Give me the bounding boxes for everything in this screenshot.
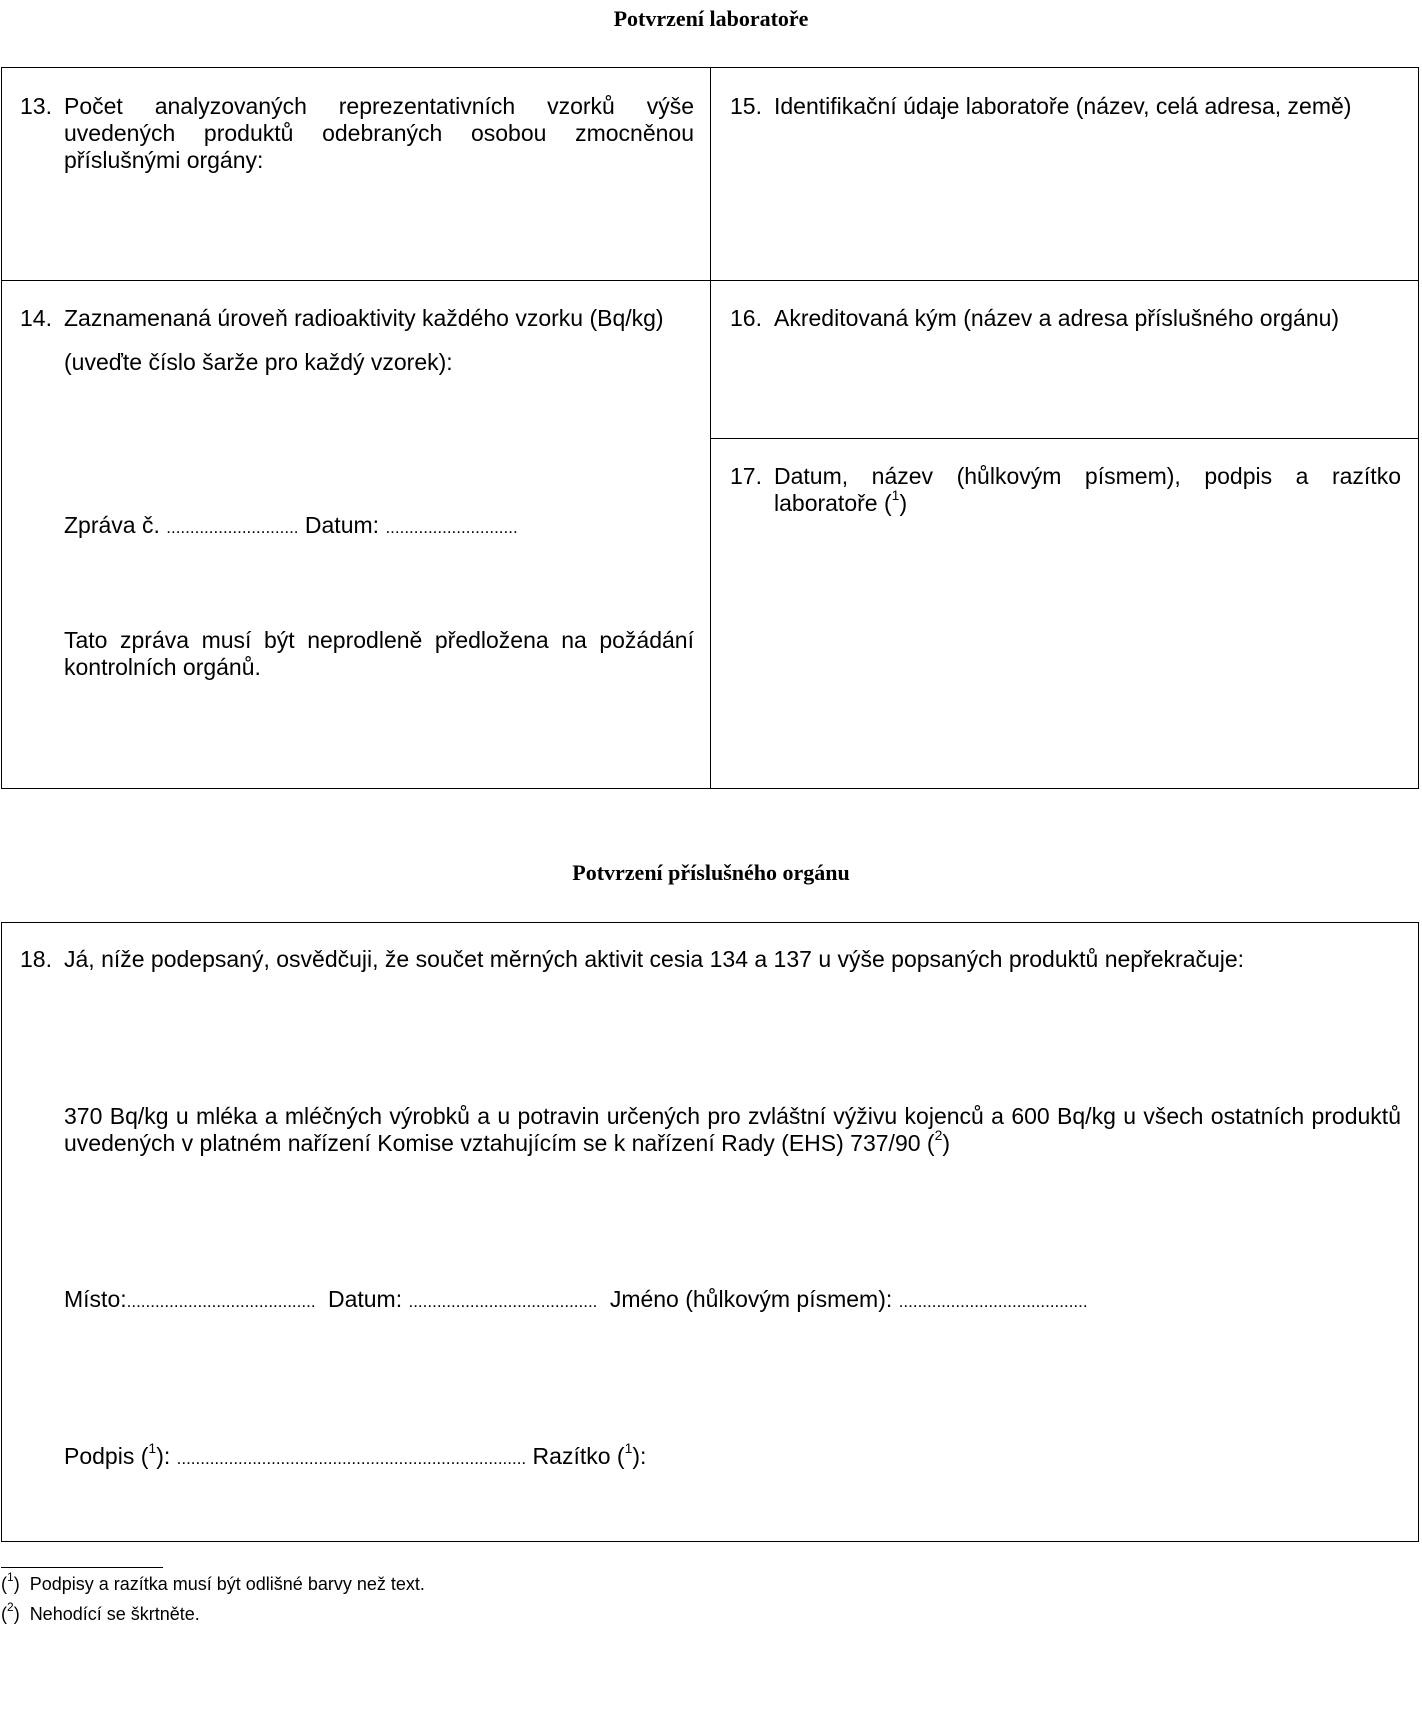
place-label: Místo: — [64, 1286, 127, 1312]
place-date-name-line — [64, 1286, 1404, 1315]
item-14-number: 14. — [20, 305, 52, 331]
lab-form-center-divider — [710, 67, 711, 789]
item-15-text: Identifikační údaje laboratoře (název, celá adresa, země) — [774, 93, 1352, 119]
report-number-dots[interactable]: ............................ — [166, 518, 299, 537]
report-notice: Tato zpráva musí být neprodleně předložena na požádání kontrolních orgánů. — [64, 627, 694, 680]
footnote-2: ($^2$) Nehodící se škrtněte. — [1, 1600, 200, 1624]
item-14-subtext: (uveďte číslo šarže pro každý vzorek): — [64, 349, 453, 375]
item-13-number: 13. — [20, 93, 52, 119]
item-17-footnote-ref: 1 — [891, 487, 900, 504]
lab-form-right-divider — [710, 438, 1419, 439]
signature-footnote-ref: 1 — [148, 1440, 157, 1457]
auth-date-dots[interactable]: ........................................ — [408, 1292, 598, 1311]
item-18-number: 18. — [20, 946, 52, 972]
name-label: Jméno (hůlkovým písmem): — [609, 1286, 893, 1312]
footnote-1-text: Podpisy a razítka musí být odlišné barvy než text. — [29, 1574, 425, 1594]
item-18-limits-footnote-ref: 2 — [934, 1127, 943, 1144]
item-16-text: Akreditovaná kým (název a adresa příslušného orgánu) — [774, 305, 1340, 331]
authority-section-heading: Potvrzení příslušného orgánu — [572, 860, 850, 885]
item-13-text: Počet analyzovaných reprezentativních vzorků výše uvedených produktů odebraných osobou zmocněnou příslušnými orgány: — [64, 93, 694, 173]
report-date-dots[interactable]: ............................ — [385, 518, 518, 537]
signature-dots[interactable]: .......................................................................... — [176, 1449, 527, 1468]
item-17-text: Datum, název (hůlkovým písmem), podpis a razítko laboratoře ($^1$) — [774, 463, 1401, 516]
item-18-text: Já, níže podepsaný, osvědčuji, že součet měrných aktivit cesia 134 a 137 u výše popsaných produktů nepřekračuje: — [64, 946, 1245, 972]
item-14-text: Zaznamenaná úroveň radioaktivity každého vzorku (Bq/kg) — [64, 305, 664, 331]
name-dots[interactable]: ........................................ — [898, 1292, 1088, 1311]
item-17-number: 17. — [730, 463, 762, 489]
place-dots[interactable]: ........................................ — [126, 1292, 316, 1311]
item-16-number: 16. — [730, 305, 762, 331]
stamp-label: Razítko — [532, 1443, 611, 1469]
item-15-number: 15. — [730, 93, 762, 119]
lab-section-heading: Potvrzení laboratoře — [613, 6, 809, 31]
lab-form-row-divider — [1, 280, 1419, 281]
report-number-line — [64, 512, 704, 541]
footnote-1-ref: 1 — [7, 1570, 14, 1584]
item-18-limits-text: 370 Bq/kg u mléka a mléčných výrobků a u potravin určených pro zvláštní výživu kojenců a 600 Bq/kg u všech ostatních produktů uvedených v platném nařízení Komise vztahujícím se k nařízení Rady (EHS) 737/90 — [64, 1103, 1401, 1156]
item-18-limits: 370 Bq/kg u mléka a mléčných výrobků a u potravin určených pro zvláštní výživu kojenců a 600 Bq/kg u všech ostatních produktů uvedených v platném nařízení Komise vztahujícím se k nařízení Rady (EHS) 737/90 ($^2$) — [64, 1103, 1401, 1156]
item-17-label: Datum, název (hůlkovým písmem), podpis a razítko laboratoře — [774, 463, 1401, 516]
footnote-1: ($^1$) Podpisy a razítka musí být odlišné barvy než text. — [1, 1570, 425, 1594]
signature-stamp-line: Podpis ($^1$): .......................................................................... Razítko ($^1$): — [64, 1440, 647, 1469]
footnote-separator — [1, 1567, 163, 1568]
report-date-label: Datum: — [304, 512, 380, 538]
stamp-footnote-ref: 1 — [624, 1440, 633, 1457]
auth-date-label: Datum: — [327, 1286, 403, 1312]
signature-label: Podpis — [64, 1443, 135, 1469]
footnote-2-text: Nehodící se škrtněte. — [29, 1604, 200, 1624]
report-number-label: Zpráva č. — [64, 512, 160, 538]
footnote-2-ref: 2 — [7, 1600, 14, 1614]
